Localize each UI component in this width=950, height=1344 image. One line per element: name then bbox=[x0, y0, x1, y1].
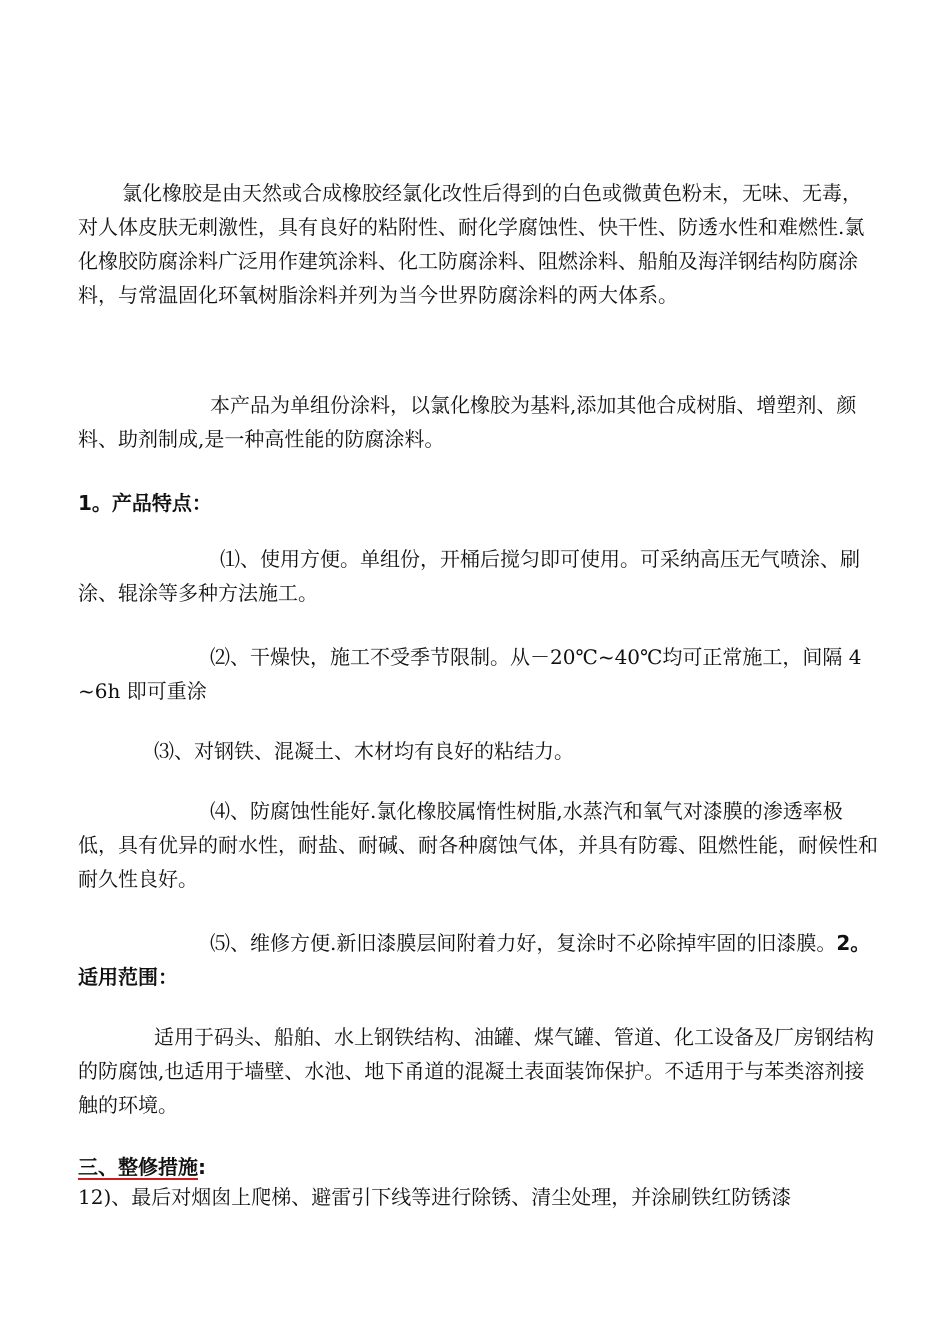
features-heading: 1。产品特点： bbox=[78, 491, 212, 515]
section3-colon: : bbox=[198, 1155, 206, 1179]
feature-item-4: ⑷、防腐蚀性能好.氯化橡胶属惰性树脂,水蒸汽和氧气对漆膜的渗透率极低，具有优异的耐水性，耐盐、耐碱、耐各种腐蚀气体，并具有防霉、阻燃性能，耐候性和耐久性良好。 bbox=[78, 799, 878, 891]
feature-item-5: ⑸、维修方便.新旧漆膜层间附着力好，复涂时不必除掉牢固的旧漆膜。 bbox=[210, 931, 837, 955]
scope-paragraph: 适用于码头、船舶、水上钢铁结构、油罐、煤气罐、管道、化工设备及厂房钢结构的防腐蚀,也适用于墙壁、水池、地下甬道的混凝土表面装饰保护。不适用于与苯类溶剂接触的环境。 bbox=[78, 1025, 874, 1117]
feature-item-1: ⑴、使用方便。单组份，开桶后搅匀即可使用。可采纳高压无气喷涂、刷涂、辊涂等多种方法施工。 bbox=[78, 547, 860, 605]
scope-heading: 2。适用范围： bbox=[78, 931, 871, 989]
section3-heading-line bbox=[78, 1153, 206, 1181]
intro-paragraph: 氯化橡胶是由天然或合成橡胶经氯化改性后得到的白色或微黄色粉末，无味、无毒，对人体皮肤无刺激性，具有良好的粘附性、耐化学腐蚀性、快干性、防透水性和难燃性.氯化橡胶防腐涂料广泛用作建筑涂料、化工防腐涂料、阻燃涂料、船舶及海洋钢结构防腐涂料，与常温固化环氧树脂涂料并列为当今世界防腐涂料的两大体系。 bbox=[78, 181, 865, 307]
feature-item-5-with-scope-heading bbox=[78, 926, 878, 994]
section3-heading: 三、整修措施 bbox=[78, 1155, 198, 1179]
feature-item-2: ⑵、干燥快，施工不受季节限制。从－20℃~40℃均可正常施工，间隔 4~6h 即可重涂 bbox=[78, 645, 862, 703]
feature-item-3: ⑶、对钢铁、混凝土、木材均有良好的粘结力。 bbox=[154, 739, 574, 763]
section3-item-12: 12)、最后对烟囱上爬梯、避雷引下线等进行除锈、清尘处理，并涂刷铁红防锈漆 bbox=[78, 1185, 792, 1209]
product-paragraph: 本产品为单组份涂料，以氯化橡胶为基料,添加其他合成树脂、增塑剂、颜料、助剂制成,是一种高性能的防腐涂料。 bbox=[78, 393, 857, 451]
